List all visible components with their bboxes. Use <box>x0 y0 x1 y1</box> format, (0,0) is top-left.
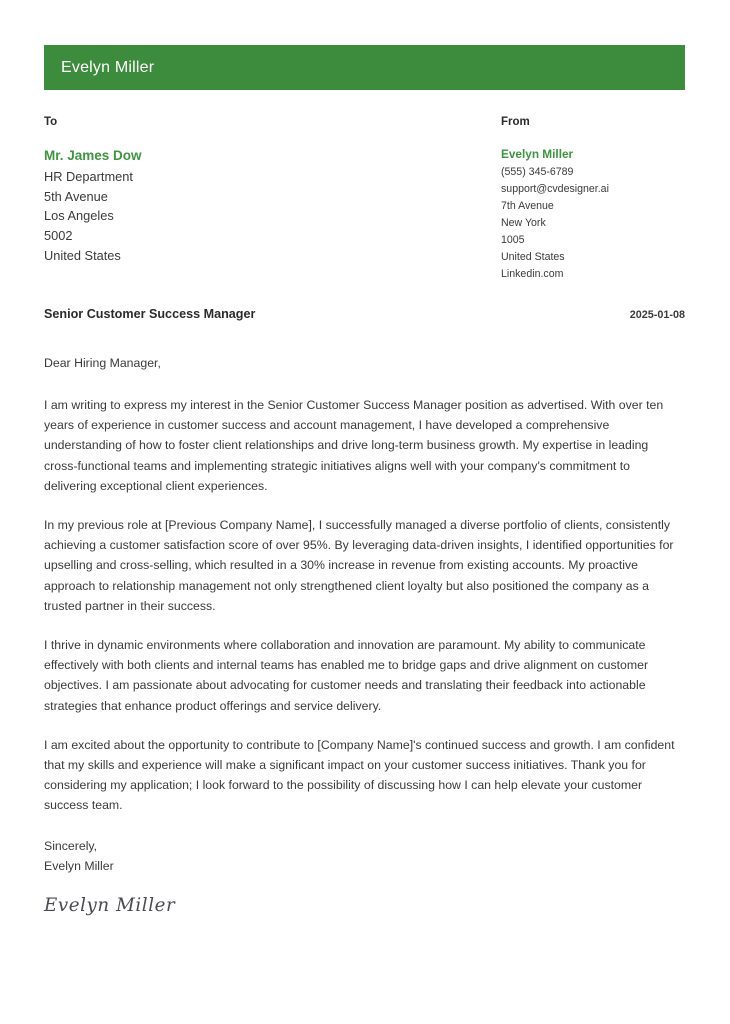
recipient-line: 5002 <box>44 228 73 244</box>
sender-phone: (555) 345-6789 <box>501 165 574 178</box>
recipient-label: To <box>44 116 58 128</box>
sender-line: 1005 <box>501 233 525 246</box>
applicant-name-header: Evelyn Miller <box>61 58 155 76</box>
sender-line: New York <box>501 216 546 229</box>
body-paragraph: I thrive in dynamic environments where collaboration and innovation are paramount. My ability to communicate effectively with both clients and internal teams has enabled me to bridge gaps and drive alignment on customer objectives. I am passionate about advocating for customer needs and translating their feedback into actionable strategies that enhance product offerings and service delivery. <box>44 638 649 713</box>
letterhead-banner <box>44 45 685 90</box>
closing-name: Evelyn Miller <box>44 858 114 873</box>
subject-row <box>44 307 685 321</box>
recipient-line: Los Angeles <box>44 208 114 224</box>
recipient-line: United States <box>44 247 121 263</box>
position-title: Senior Customer Success Manager <box>44 307 256 321</box>
body-paragraph: In my previous role at [Previous Company Name], I successfully managed a diverse portfolio of clients, consistently achieving a customer satisfaction score of over 95%. By leveraging data-driven insights, I identified opportunities for upselling and cross-selling, which resulted in a 30% increase in revenue from existing accounts. My proactive approach to relationship management not only strengthened client loyalty but also positioned the company as a trusted partner in their success. <box>44 518 674 613</box>
recipient-line: 5th Avenue <box>44 188 108 204</box>
recipient-line: HR Department <box>44 168 133 184</box>
letter-date: 2025-01-08 <box>629 309 685 321</box>
sender-name: Evelyn Miller <box>501 146 574 161</box>
sender-website: Linkedin.com <box>501 267 564 280</box>
signature: Evelyn Miller <box>44 894 176 917</box>
closing-block <box>44 836 685 918</box>
salutation: Dear Hiring Manager, <box>44 356 161 370</box>
sender-column <box>501 116 685 283</box>
sender-email: support@cvdesigner.ai <box>501 182 609 195</box>
sender-label: From <box>501 116 530 128</box>
closing-salutation: Sincerely, <box>44 838 98 853</box>
letter-body <box>44 353 685 918</box>
recipient-column <box>44 116 464 266</box>
sender-line: United States <box>501 250 565 263</box>
sender-line: 7th Avenue <box>501 199 554 212</box>
body-paragraph: I am writing to express my interest in the Senior Customer Success Manager position as advertised. With over ten years of experience in customer success and account management, I have developed a comprehensive understanding of how to foster client relationships and drive long-term business growth. My expertise in leading cross-functional teams and implementing strategic initiatives aligns well with your company's commitment to delivering exceptional client experiences. <box>44 398 664 493</box>
body-paragraph: I am excited about the opportunity to contribute to [Company Name]'s continued success and growth. I am confident that my skills and experience will make a significant impact on your customer success initiatives. Thank you for considering my application; I look forward to the possibility of discussing how I can help elevate your customer success team. <box>44 737 675 813</box>
recipient-name: Mr. James Dow <box>44 147 142 163</box>
